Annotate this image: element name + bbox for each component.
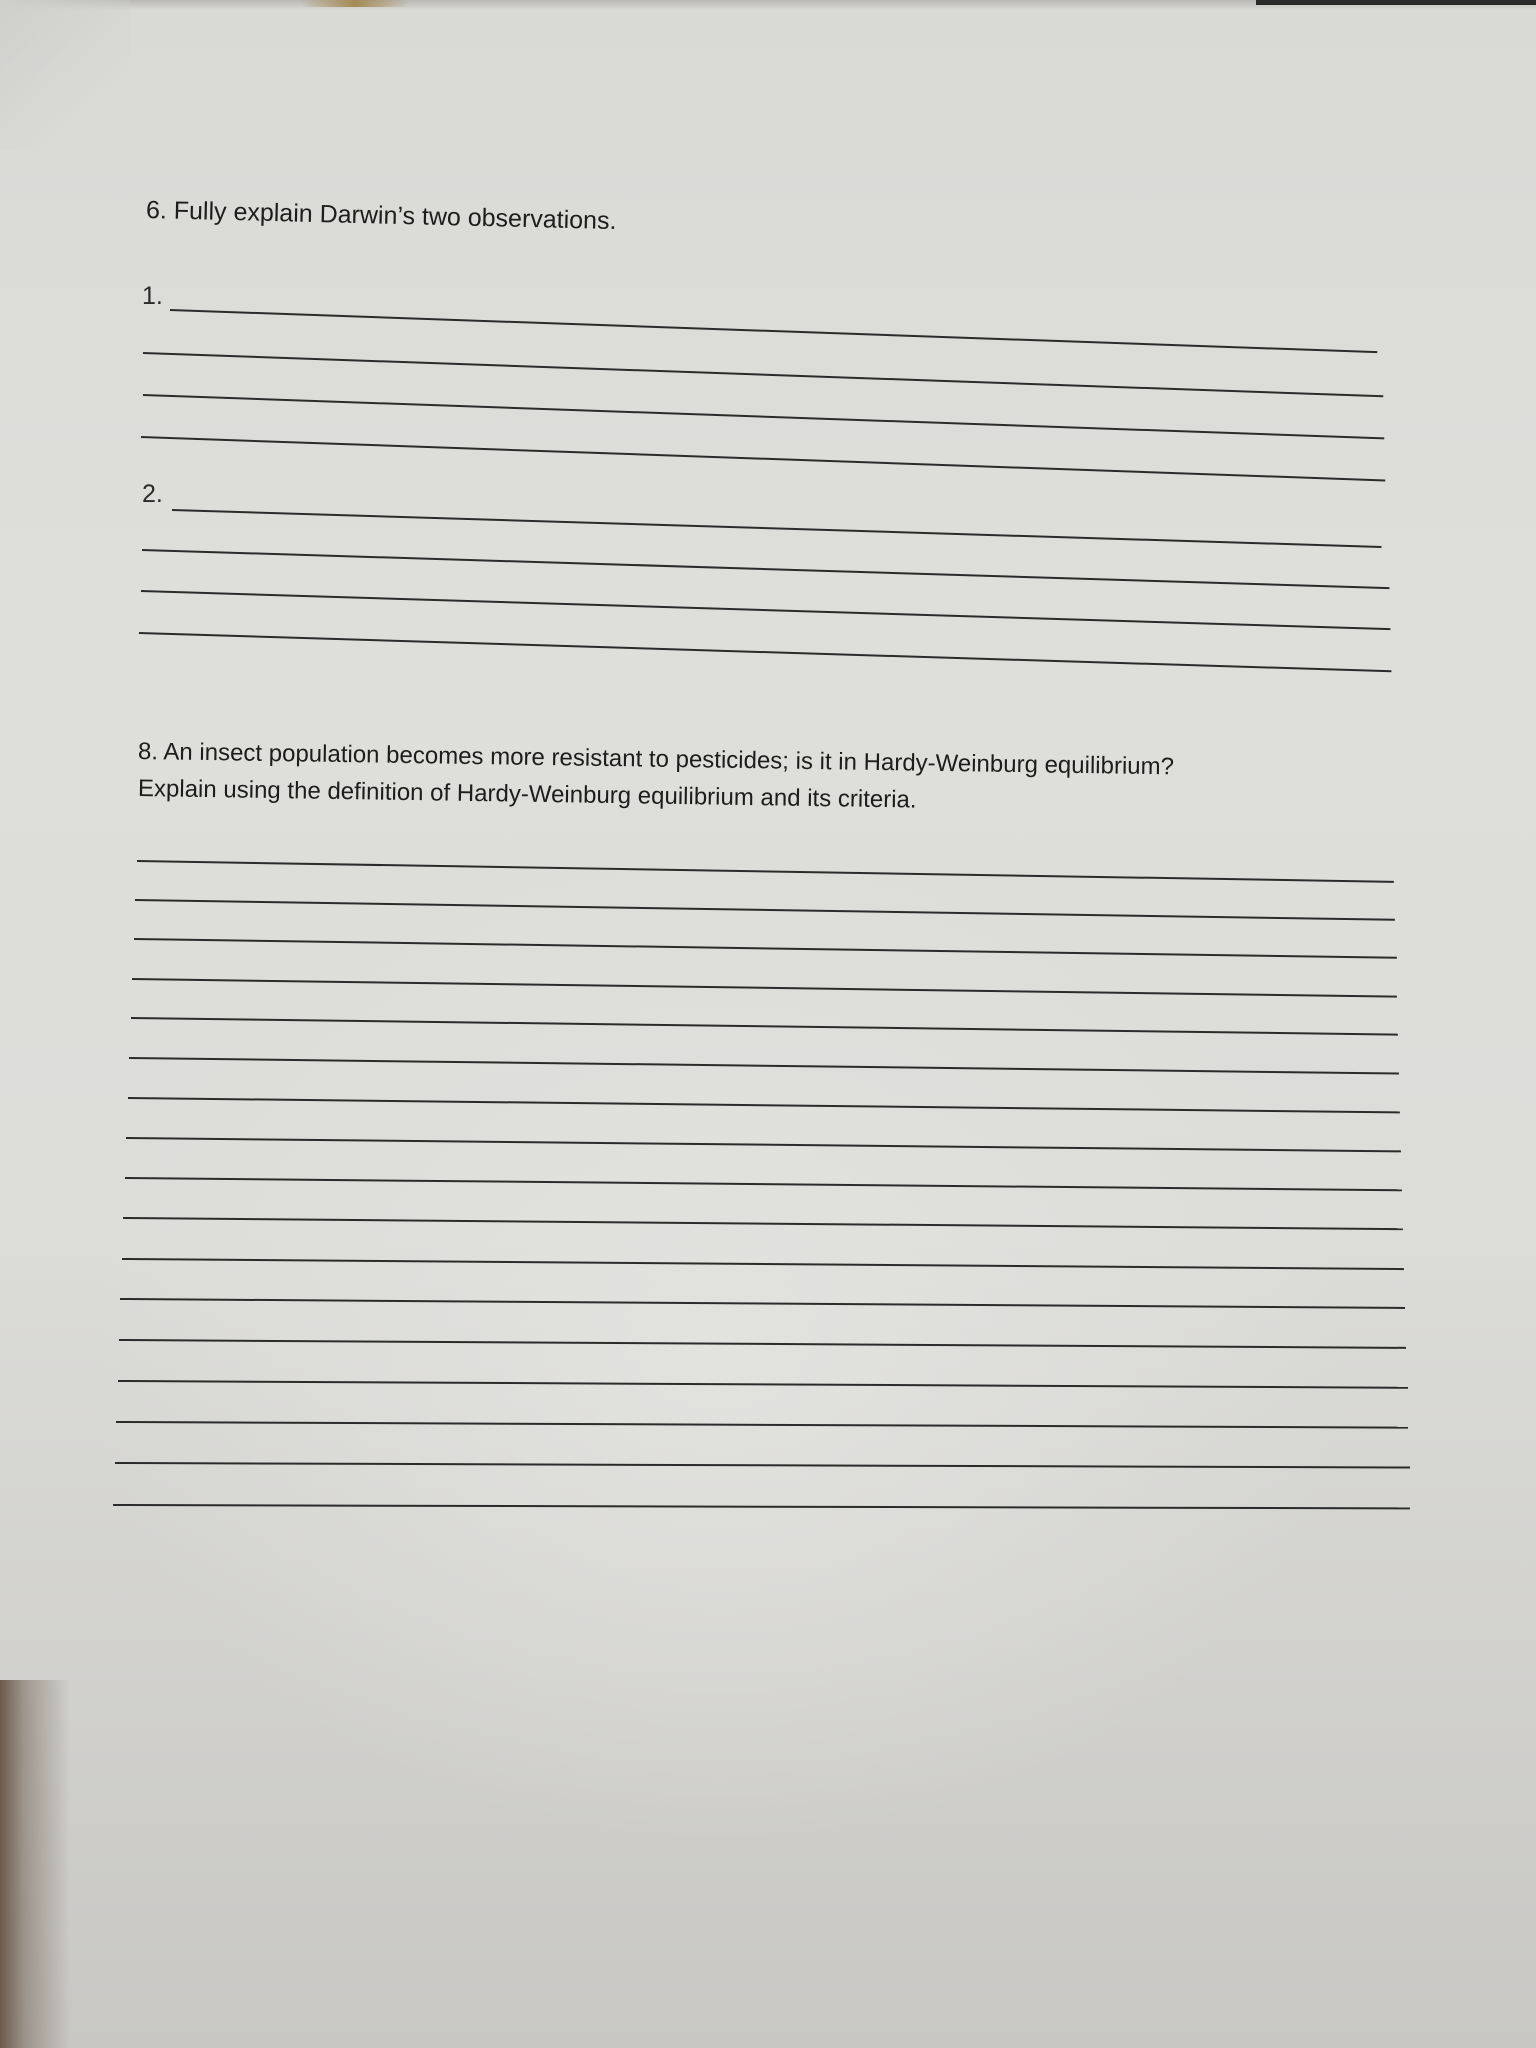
answer-line[interactable] (132, 978, 1397, 998)
answer-line[interactable] (119, 1339, 1406, 1349)
answer-line[interactable] (131, 1017, 1398, 1036)
answer-line[interactable] (128, 1097, 1400, 1113)
answer-line[interactable] (134, 938, 1397, 959)
answer-line[interactable] (170, 309, 1377, 353)
answer-line[interactable] (123, 1217, 1403, 1230)
answer-line[interactable] (142, 549, 1389, 589)
answer-line[interactable] (141, 436, 1385, 481)
answer-line[interactable] (143, 394, 1384, 439)
answer-line[interactable] (125, 1177, 1402, 1191)
answer-line[interactable] (120, 1298, 1405, 1309)
answer-line[interactable] (116, 1421, 1408, 1429)
answer-line[interactable] (135, 899, 1395, 921)
observation-1-label: 1. (142, 282, 163, 310)
page-fold-shadow (0, 0, 130, 150)
question-8-prompt-line-2: Explain using the definition of Hardy-Weinburg equilibrium and its criteria. (137, 775, 917, 814)
answer-line[interactable] (115, 1462, 1410, 1469)
answer-line[interactable] (143, 352, 1383, 397)
answer-line[interactable] (118, 1380, 1408, 1389)
answer-line[interactable] (172, 509, 1381, 548)
answer-line[interactable] (113, 1504, 1410, 1509)
observation-2-label: 2. (142, 480, 163, 508)
hand-shadow (0, 1680, 70, 2048)
question-6-prompt: 6. Fully explain Darwin’s two observations. (145, 196, 617, 236)
answer-line[interactable] (139, 632, 1391, 672)
binder-clip-edge (300, 0, 410, 7)
answer-line[interactable] (122, 1258, 1404, 1270)
answer-line[interactable] (129, 1057, 1399, 1075)
table-edge (1256, 0, 1536, 5)
answer-line[interactable] (141, 590, 1390, 630)
answer-line[interactable] (137, 860, 1394, 883)
answer-line[interactable] (126, 1137, 1401, 1152)
question-8-prompt-line-1: 8. An insect population becomes more resistant to pesticides; is it in Hardy-Weinburg equilibrium? (137, 738, 1175, 781)
